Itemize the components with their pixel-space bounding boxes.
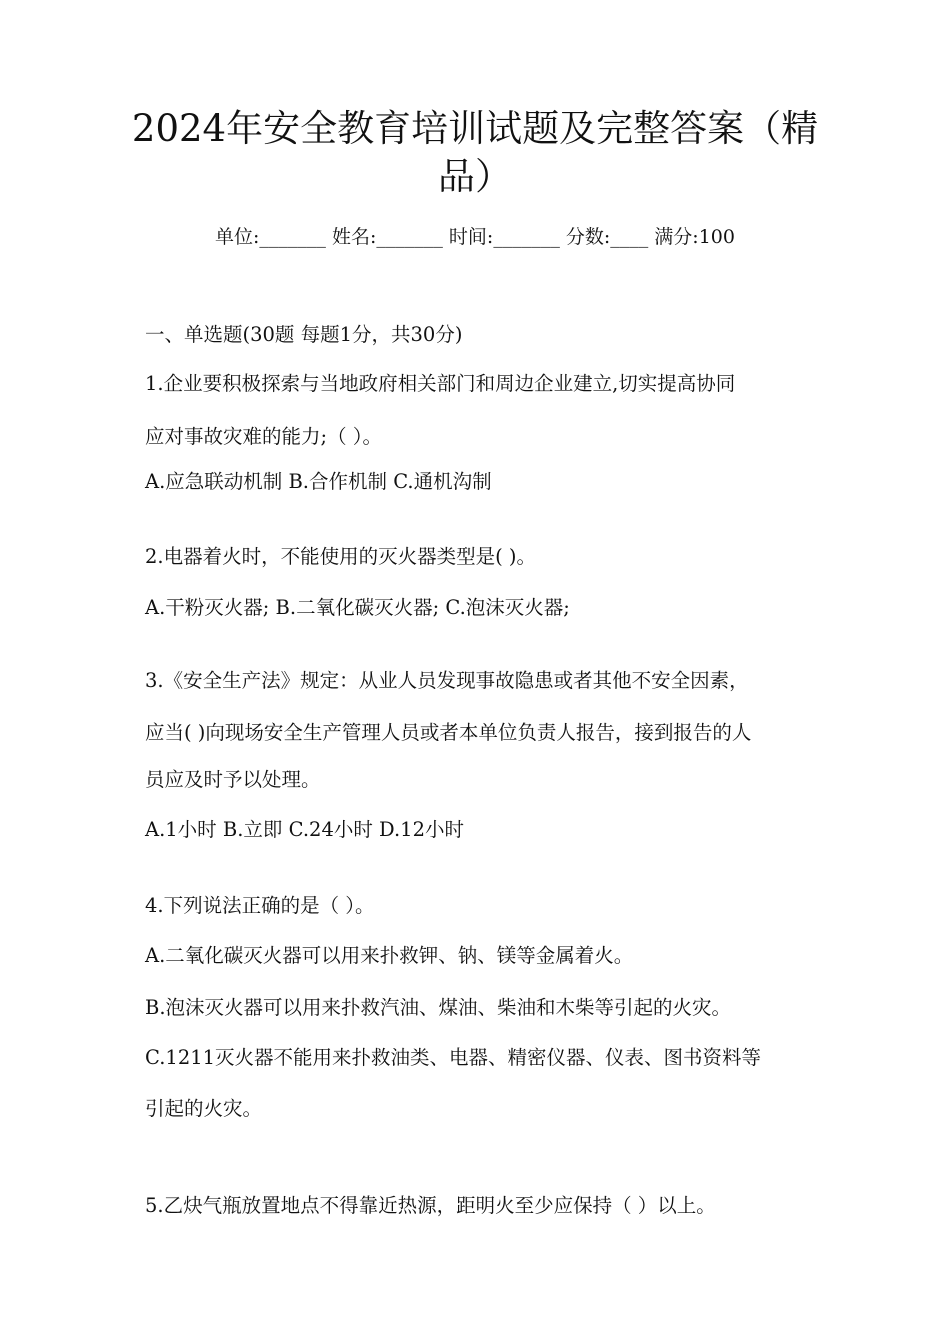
question-4-option-b: B.泡沫灭火器可以用来扑救汽油、煤油、柴油和木柴等引起的火灾。 xyxy=(145,996,732,1019)
question-4-option-a: A.二氧化碳灭火器可以用来扑救钾、钠、镁等金属着火。 xyxy=(145,944,634,967)
question-2-line-1: 2.电器着火时，不能使用的灭火器类型是( )。 xyxy=(145,545,537,568)
question-1-line-2: 应对事故灾难的能力;（ ）。 xyxy=(145,425,383,448)
question-1-options: A.应急联动机制 B.合作机制 C.通机沟制 xyxy=(145,470,492,493)
question-1-line-1: 1.企业要积极探索与当地政府相关部门和周边企业建立,切实提高协同 xyxy=(145,372,736,395)
question-2-options: A.干粉灭火器; B.二氧化碳灭火器; C.泡沫灭火器; xyxy=(145,596,570,619)
question-3-line-2: 应当( )向现场安全生产管理人员或者本单位负责人报告，接到报告的人 xyxy=(145,721,752,744)
question-3-options: A.1小时 B.立即 C.24小时 D.12小时 xyxy=(145,818,464,841)
question-3-line-1: 3.《安全生产法》规定：从业人员发现事故隐患或者其他不安全因素， xyxy=(145,669,749,692)
section-header: 一、单选题(30题 每题1分，共30分) xyxy=(145,323,463,346)
document-title-line-2: 品） xyxy=(438,155,512,198)
question-4-option-c-line-2: 引起的火灾。 xyxy=(145,1097,263,1120)
document-title-line-1: 2024年安全教育培训试题及完整答案（精 xyxy=(131,107,819,150)
exam-info-line: 单位:_______ 姓名:_______ 时间:_______ 分数:____ 满分:100 xyxy=(215,226,735,248)
question-4-line-1: 4.下列说法正确的是（ ）。 xyxy=(145,894,375,917)
question-4-option-c-line-1: C.1211灭火器不能用来扑救油类、电器、精密仪器、仪表、图书资料等 xyxy=(145,1046,762,1069)
question-3-line-3: 员应及时予以处理。 xyxy=(145,768,321,791)
question-5-line-1: 5.乙炔气瓶放置地点不得靠近热源，距明火至少应保持（ ）以上。 xyxy=(145,1194,716,1217)
